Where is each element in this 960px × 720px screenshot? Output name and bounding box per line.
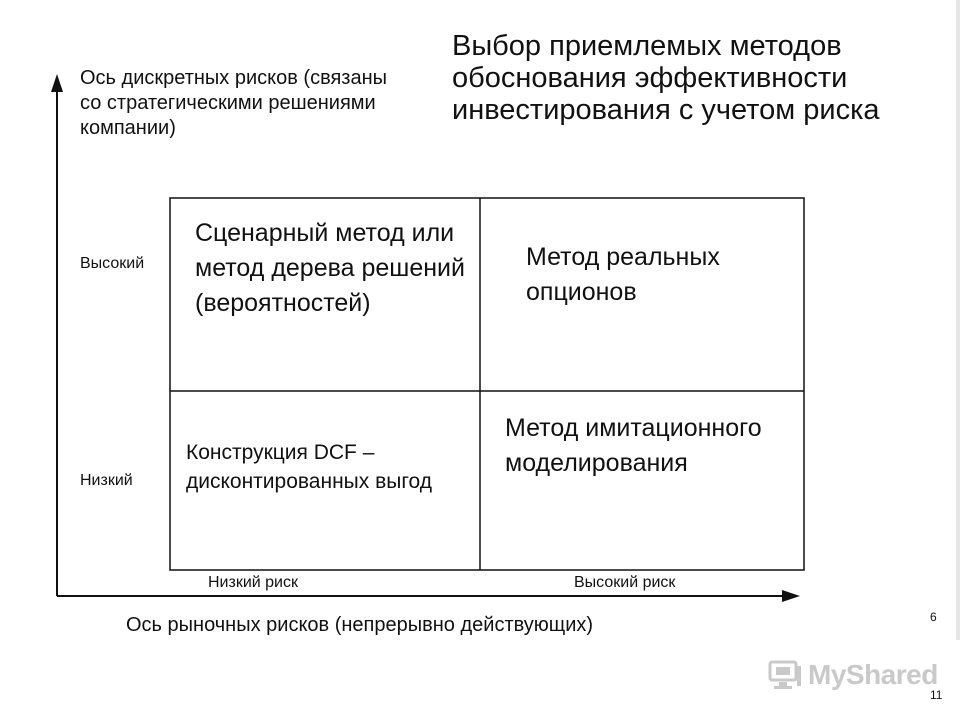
quadrant-bottom-left: Конструкция DCF – дисконтированных выгод (186, 441, 433, 493)
quadrant-top-right: Метод реальных опционов (526, 243, 720, 306)
x-level-high: Высокий риск (574, 574, 676, 591)
slide-number: 6 (930, 610, 937, 624)
x-axis-arrow (782, 590, 800, 602)
slide-title: Выбор приемлемых методов обоснования эффективности инвестирования с учетом риска (452, 30, 880, 126)
y-level-low: Низкий (80, 472, 133, 489)
y-axis-label: Ось дискретных рисков (связаны со стратегическими решениями компании) (80, 67, 388, 139)
quadrant-bottom-right: Метод имитационного моделирования (505, 414, 762, 477)
watermark-text: MyShared (808, 659, 938, 690)
quadrant-top-left: Сценарный метод или метод дерева решений (вероятностей) (195, 219, 465, 317)
page-number: 11 (930, 688, 943, 702)
computer-icon (768, 660, 802, 690)
watermark-logo (768, 655, 938, 695)
y-axis-arrow (51, 74, 63, 92)
x-axis-label: Ось рыночных рисков (непрерывно действующих) (126, 614, 594, 636)
y-level-high: Высокий (80, 255, 145, 272)
x-level-low: Низкий риск (208, 574, 298, 591)
